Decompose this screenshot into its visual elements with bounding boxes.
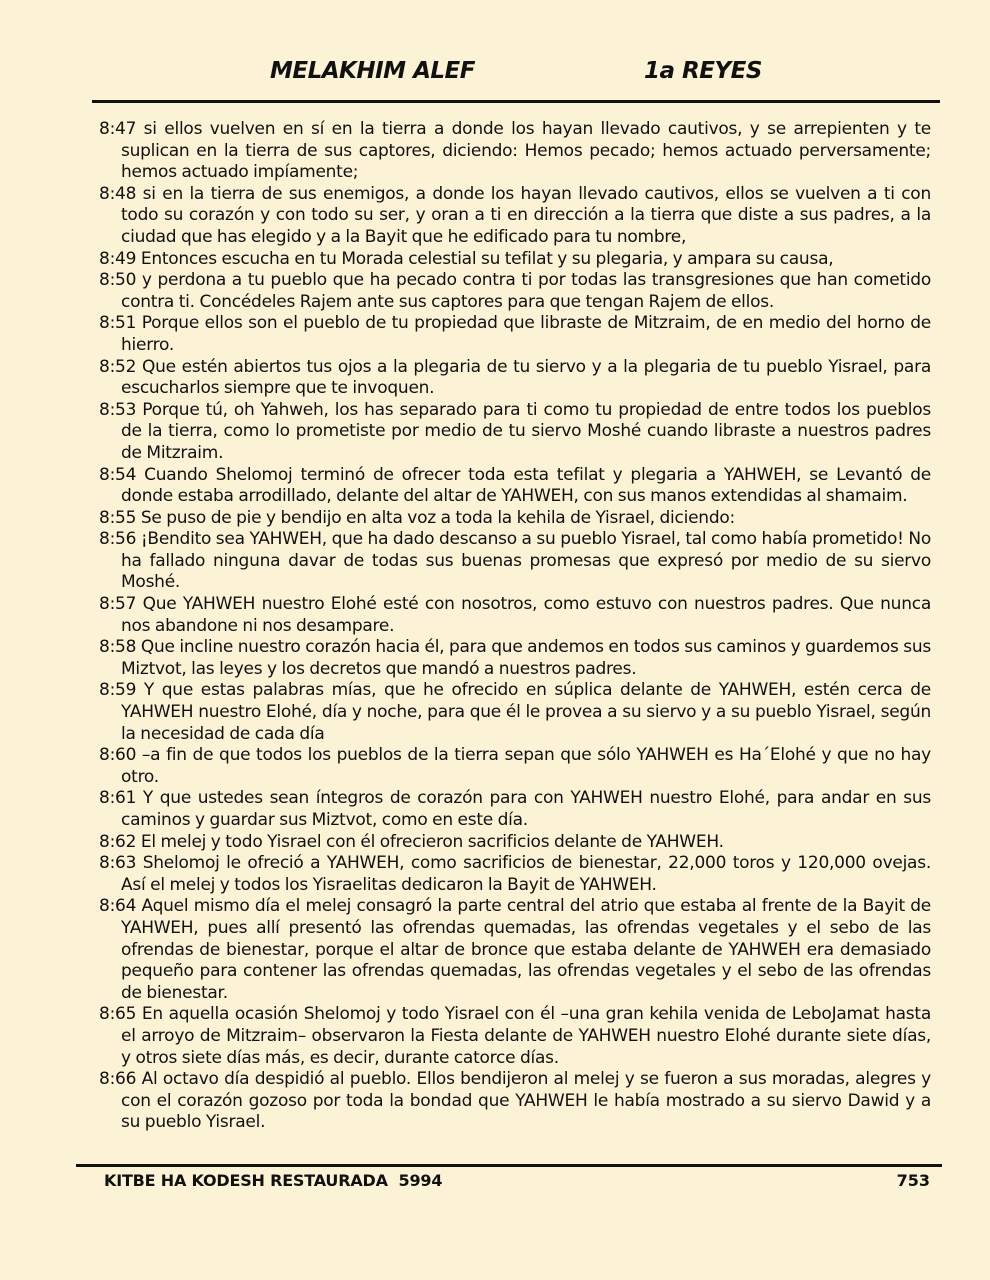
verse-list: [99, 119, 931, 1134]
verse-8-64: 8:64 Aquel mismo día el melej consagró la parte central del atrio que estaba al frente de la Bayit de YAHWEH, pues allí presentó las ofrendas quemadas, las ofrendas vegetales y el sebo de las ofrendas de bienestar, porque el altar de bronce que estaba delante de YAHWEH era demasiado pequeño para contener las ofrendas quemadas, las ofrendas vegetales y el sebo de las ofrendas de bienestar.: [99, 896, 931, 1003]
verse-8-61: 8:61 Y que ustedes sean íntegros de corazón para con YAHWEH nuestro Elohé, para andar en sus caminos y guardar sus Miztvot, como en este día.: [99, 788, 931, 830]
verse-8-54: 8:54 Cuando Shelomoj terminó de ofrecer toda esta tefilat y plegaria a YAHWEH, se Levantó de donde estaba arrodillado, delante del altar de YAHWEH, con sus manos extendidas al shamaim.: [99, 464, 931, 507]
verse-8-63: 8:63 Shelomoj le ofreció a YAHWEH, como sacrificios de bienestar, 22,000 toros y 120,000 ovejas. Así el melej y todos los Yisraelitas dedicaron la Bayit de YAHWEH.: [99, 853, 931, 895]
verse-8-49: 8:49 Entonces escucha en tu Morada celestial su tefilat y su plegaria, y ampara su causa,: [99, 248, 834, 269]
verse-8-52: 8:52 Que estén abiertos tus ojos a la plegaria de tu siervo y a la plegaria de tu pueblo Yisrael, para escucharlos siempre que te invoquen.: [99, 356, 931, 399]
header-divider: [92, 100, 940, 103]
book-title-spanish: 1a REYES: [644, 58, 762, 84]
verse-8-50: 8:50 y perdona a tu pueblo que ha pecado contra ti por todas las transgresiones que han cometido contra ti. Concédeles Rajem ante sus captores para que tengan Rajem de ellos.: [99, 270, 931, 312]
verse-8-56: 8:56 ¡Bendito sea YAHWEH, que ha dado descanso a su pueblo Yisrael, tal como había prometido! No ha fallado ninguna davar de todas sus buenas promesas que expresó por medio de su siervo Moshé.: [99, 529, 931, 593]
verse-8-51: 8:51 Porque ellos son el pueblo de tu propiedad que libraste de Mitzraim, de en medio del horno de hierro.: [99, 313, 931, 355]
verse-8-48: 8:48 si en la tierra de sus enemigos, a donde los hayan llevado cautivos, ellos se vuelven a ti con todo su corazón y con todo su ser, y oran a ti en dirección a la tierra que diste a sus padres, a la ciudad que has elegido y a la Bayit que he edificado para tu nombre,: [99, 183, 931, 247]
verse-8-60: 8:60 –a fin de que todos los pueblos de la tierra sepan que sólo YAHWEH es Ha´Elohé y que no hay otro.: [99, 745, 931, 787]
footer-divider: [76, 1164, 942, 1167]
verse-8-58: 8:58 Que incline nuestro corazón hacia él, para que andemos en todos sus caminos y guardemos sus Miztvot, las leyes y los decretos que mandó a nuestros padres.: [99, 637, 931, 679]
verse-8-66: 8:66 Al octavo día despidió al pueblo. Ellos bendijeron al melej y se fueron a sus moradas, alegres y con el corazón gozoso por toda la bondad que YAHWEH le había mostrado a su siervo Dawid y a su pueblo Yisrael.: [99, 1069, 931, 1133]
verse-8-53: 8:53 Porque tú, oh Yahweh, los has separado para ti como tu propiedad de entre todos los pueblos de la tierra, como lo prometiste por medio de tu siervo Moshé cuando libraste a nuestros padres de Mitzraim.: [99, 399, 931, 463]
footer-book-name: KITBE HA KODESH RESTAURADA 5994: [104, 1171, 443, 1190]
book-title-hebrew: MELAKHIM ALEF: [270, 58, 475, 84]
verse-8-62: 8:62 El melej y todo Yisrael con él ofrecieron sacrificios delante de YAHWEH.: [99, 831, 724, 852]
verse-8-47: 8:47 si ellos vuelven en sí en la tierra a donde los hayan llevado cautivos, y se arrepienten y te suplican en la tierra de sus captores, diciendo: Hemos pecado; hemos actuado perversamente; hemos actuado impíamente;: [99, 119, 931, 183]
verse-8-55: 8:55 Se puso de pie y bendijo en alta voz a toda la kehila de Yisrael, diciendo:: [99, 507, 736, 528]
verse-8-57: 8:57 Que YAHWEH nuestro Elohé esté con nosotros, como estuvo con nuestros padres. Que nunca nos abandone ni nos desampare.: [99, 594, 931, 636]
verse-8-59: 8:59 Y que estas palabras mías, que he ofrecido en súplica delante de YAHWEH, estén cerca de YAHWEH nuestro Elohé, día y noche, para que él le provea a su siervo y a su pueblo Yisrael, según la necesidad de cada día: [99, 680, 931, 744]
page-number: 753: [896, 1171, 930, 1190]
page-header: [0, 58, 990, 92]
verse-8-65: 8:65 En aquella ocasión Shelomoj y todo Yisrael con él –una gran kehila venida de LeboJamat hasta el arroyo de Mitzraim– observaron la Fiesta delante de YAHWEH nuestro Elohé durante siete días, y otros siete días más, es decir, durante catorce días.: [99, 1004, 931, 1068]
